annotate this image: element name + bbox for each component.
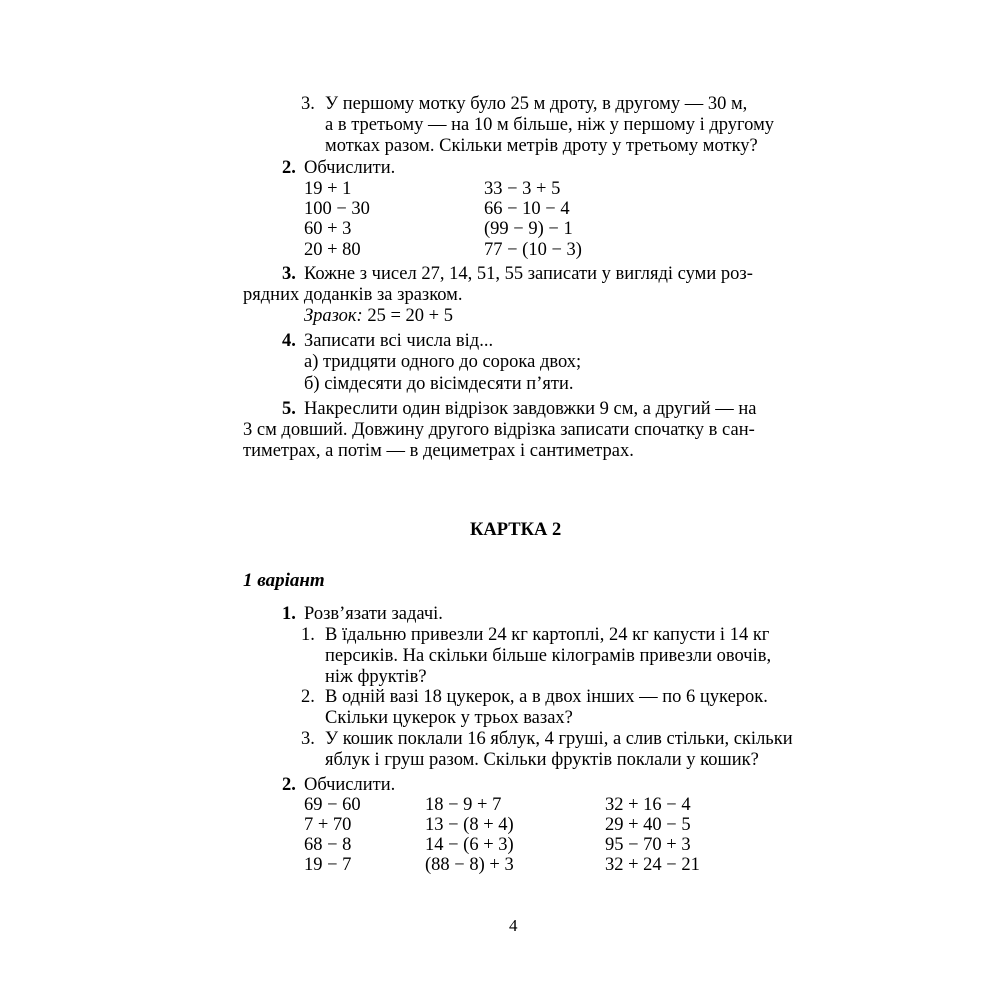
task-3-number: 3.: [282, 264, 296, 284]
card-task-1-number: 1.: [282, 604, 296, 624]
expression: 69 − 60: [304, 795, 361, 815]
card-problem-line: У кошик поклали 16 яблук, 4 груші, а слив стільки, скільки: [325, 729, 793, 749]
card-task-2-number: 2.: [282, 775, 296, 795]
task-2-number: 2.: [282, 158, 296, 178]
card-problem-1-number: 1.: [301, 625, 315, 645]
task-4-title: Записати всі числа від...: [304, 331, 494, 351]
card-task-2-title: Обчислити.: [304, 775, 396, 795]
expression: (88 − 8) + 3: [425, 855, 514, 875]
expression: 19 + 1: [304, 179, 352, 199]
expression: 68 − 8: [304, 835, 352, 855]
card-task-1-title: Розв’язати задачі.: [304, 604, 443, 624]
expression: 18 − 9 + 7: [425, 795, 502, 815]
card-problem-line: ніж фруктів?: [325, 667, 427, 687]
expression: 14 − (6 + 3): [425, 835, 514, 855]
expression: 95 − 70 + 3: [605, 835, 691, 855]
task-3-line: рядних доданків за зразком.: [243, 285, 463, 305]
expression: 77 − (10 − 3): [484, 240, 582, 260]
task-2-title: Обчислити.: [304, 158, 396, 178]
page-number: 4: [509, 916, 518, 935]
expression: 33 − 3 + 5: [484, 179, 561, 199]
problem-3-line: мотках разом. Скільки метрів дроту у третьому мотку?: [325, 136, 758, 156]
problem-3-line: У першому мотку було 25 м дроту, в другому — 30 м,: [325, 94, 748, 114]
card-problem-3-number: 3.: [301, 729, 315, 749]
task-4-item: б) сімдесяти до вісімдесяти п’яти.: [304, 374, 574, 394]
sample-value: 25 = 20 + 5: [367, 306, 453, 326]
expression: 66 − 10 − 4: [484, 199, 570, 219]
task-3-sample: [304, 306, 453, 327]
task-5-line: Накреслити один відрізок завдовжки 9 см, а другий — на: [304, 399, 757, 419]
card-problem-line: В їдальню привезли 24 кг картоплі, 24 кг капусти і 14 кг: [325, 625, 770, 645]
task-3-line: Кожне з чисел 27, 14, 51, 55 записати у вигляді суми роз-: [304, 264, 753, 284]
card-title: КАРТКА 2: [470, 520, 562, 540]
expression: 32 + 24 − 21: [605, 855, 700, 875]
task-5-line: тиметрах, а потім — в дециметрах і сантиметрах.: [243, 441, 634, 461]
expression: 13 − (8 + 4): [425, 815, 514, 835]
task-5-line: 3 см довший. Довжину другого відрізка записати спочатку в сан-: [243, 420, 755, 440]
card-problem-2-number: 2.: [301, 687, 315, 707]
expression: 20 + 80: [304, 240, 361, 260]
card-problem-line: персиків. На скільки більше кілограмів привезли овочів,: [325, 646, 772, 666]
variant-heading: 1 варіант: [243, 570, 325, 591]
task-4-number: 4.: [282, 331, 296, 351]
expression: 60 + 3: [304, 219, 352, 239]
card-problem-line: В одній вазі 18 цукерок, а в двох інших — по 6 цукерок.: [325, 687, 768, 707]
expression: 100 − 30: [304, 199, 370, 219]
sample-label: Зразок:: [304, 306, 363, 326]
problem-3-line: а в третьому — на 10 м більше, ніж у першому і другому: [325, 115, 775, 135]
task-4-item: а) тридцяти одного до сорока двох;: [304, 352, 582, 372]
card-problem-line: яблук і груш разом. Скільки фруктів поклали у кошик?: [325, 750, 759, 770]
expression: 19 − 7: [304, 855, 352, 875]
card-problem-line: Скільки цукерок у трьох вазах?: [325, 708, 573, 728]
expression: 7 + 70: [304, 815, 352, 835]
expression: 29 + 40 − 5: [605, 815, 691, 835]
problem-3-number: 3.: [301, 94, 315, 114]
expression: 32 + 16 − 4: [605, 795, 691, 815]
task-5-number: 5.: [282, 399, 296, 419]
expression: (99 − 9) − 1: [484, 219, 573, 239]
